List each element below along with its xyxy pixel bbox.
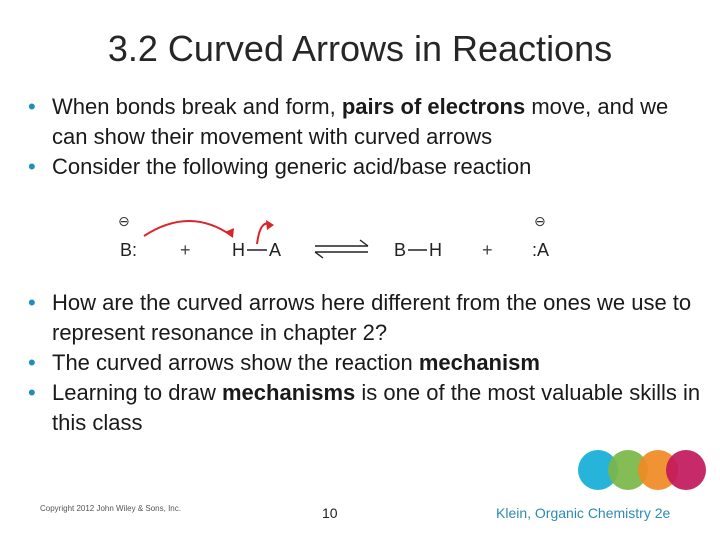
arrowhead-2 [266,220,274,230]
plus-sign-2: + [482,240,493,260]
bullet-marker: • [28,350,36,375]
bullet-list-top [28,92,708,182]
bullet-list-bottom [28,288,708,438]
logo-circle-4 [666,450,706,490]
base-label: B: [120,240,138,260]
bullet-marker: • [28,94,36,119]
conjugate-base-label: :A [532,240,550,260]
bullet-text: is one of the most valuable skills in this class [52,380,701,435]
bullet-item [28,152,708,182]
wiley-color-circles-logo [578,445,708,495]
acid-a-label: A [269,240,282,260]
product-b-label: B [394,240,407,260]
bullet-item [28,288,708,348]
slide-title: 3.2 Curved Arrows in Reactions [107,28,613,69]
bullet-item [28,378,708,438]
bullet-text: Learning to draw [52,380,222,405]
bullet-marker: • [28,290,36,315]
bullet-item [28,92,708,152]
acid-h-label: H [232,240,245,260]
footer-credit: Klein, Organic Chemistry 2e [496,505,671,521]
base-charge: ⊖ [118,214,130,230]
equilibrium-head-forward [360,240,368,246]
bullet-marker: • [28,380,36,405]
bullet-text: When bonds break and form, [52,94,342,119]
bullet-text-emphasis: pairs of electrons [341,94,526,119]
arrowhead-1 [225,228,234,238]
bullet-text-emphasis: mechanisms [222,380,356,405]
bullet-text: How are the curved arrows here different from the ones we use to represent resonance in chapter 2? [52,290,692,345]
page-number: 10 [322,505,338,521]
bullet-marker: • [28,154,36,179]
curved-arrow-base-to-h [144,221,232,236]
conjugate-base-charge: ⊖ [534,214,546,230]
bullet-text-emphasis: mechanism [418,350,540,375]
copyright-text: Copyright 2012 John Wiley & Sons, Inc. [40,504,181,513]
bullet-text: Consider the following generic acid/base reaction [52,154,532,179]
bullet-text: The curved arrows show the reaction [52,350,419,375]
equilibrium-head-reverse [315,252,323,258]
bullet-text: move, and we can show their movement with curved arrows [52,94,669,149]
acid-base-reaction-diagram [110,206,570,268]
plus-sign: + [180,240,191,260]
bullet-item [28,348,708,378]
product-h-label: H [429,240,442,260]
